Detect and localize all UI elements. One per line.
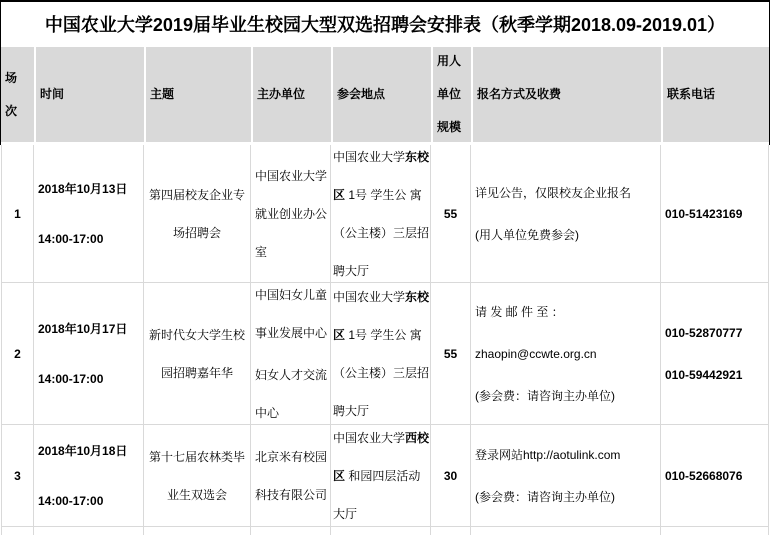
cell-time [34,145,144,283]
cell-phone [661,425,769,527]
phone-number: 010-52668076 [665,468,743,483]
column-header-time: 时间 [34,45,144,145]
topic-text: 第十七届农林类毕业生双选会 [148,449,245,502]
cell-location [331,425,431,527]
cell-scale: 55 [431,145,471,283]
cell-session: 1 [1,145,34,283]
column-header-scale: 用人单位规模 [431,45,471,145]
time-hours: 14:00-17:00 [38,493,104,508]
cell-topic [144,145,251,283]
time-date: 2018年10月17日 [38,321,128,336]
cell-method [471,283,661,425]
cell-method [471,425,661,527]
method-line: (参会费：请咨询主办单位) [475,489,615,504]
time-date: 2018年10月13日 [38,181,128,196]
cell-time [34,283,144,425]
table-row [1,425,769,527]
cell-time [34,425,144,527]
table-row [1,145,769,283]
method-line: 登录网站http://aotulink.com [475,447,621,462]
cell-organizer [251,425,331,527]
organizer-text: 中国农业大学就业创业办公室 [255,168,328,259]
column-header-session: 场次 [1,45,34,145]
location-pre: 中国农业大学 [333,430,406,445]
organizer-text: 妇女人才交流中心 [255,367,328,420]
location-text [333,283,430,425]
cell-location [331,145,431,283]
method-line: zhaopin@ccwte.org.cn [475,346,597,361]
column-header-organizer: 主办单位 [251,45,331,145]
topic-text: 第四届校友企业专场招聘会 [148,187,245,240]
time-hours: 14:00-17:00 [38,371,104,386]
location-post: 1号 学生公 寓（公主楼）三层招聘大厅 [333,187,430,278]
cell-scale: 30 [431,425,471,527]
method-line: 详见公告，仅限校友企业报名 [475,185,632,200]
method-line: (用人单位免费参会) [475,227,579,242]
location-campus: 东校区 [333,289,430,342]
location-text [333,425,430,527]
cell-scale: 55 [431,283,471,425]
column-header-topic: 主题 [144,45,251,145]
location-text [333,145,430,283]
location-campus: 东校区 [333,149,430,202]
table-head-block [0,0,770,145]
topic-text: 新时代女大学生校园招聘嘉年华 [148,327,245,380]
organizer-text: 中国妇女儿童事业发展中心 [255,287,328,340]
method-line: (参会费：请咨询主办单位) [475,388,615,403]
cell-session: 2 [1,283,34,425]
time-date: 2018年10月18日 [38,443,128,458]
method-line: 请 发 邮 件 至 ： [475,304,564,319]
cell-phone [661,283,769,425]
phone-number: 010-59442921 [665,367,743,382]
header-row [1,45,769,145]
cell-phone [661,145,769,283]
phone-number: 010-52870777 [665,325,743,340]
cell-organizer [251,145,331,283]
location-pre: 中国农业大学 [333,289,406,304]
location-pre: 中国农业大学 [333,149,406,164]
cell-organizer [251,283,331,425]
cell-topic [144,425,251,527]
phone-number: 010-51423169 [665,206,743,221]
page-title: 中国农业大学2019届毕业生校园大型双选招聘会安排表（秋季学期2018.09-2019.01） [44,14,726,35]
cell-method [471,145,661,283]
column-header-method: 报名方式及收费 [471,45,661,145]
cell-location [331,283,431,425]
column-header-phone: 联系电话 [661,45,769,145]
column-header-location: 参会地点 [331,45,431,145]
time-hours: 14:00-17:00 [38,231,104,246]
location-post: 和园四层活动大厅 [333,468,421,521]
location-campus: 西校区 [333,430,430,483]
table-row [1,283,769,425]
cell-topic [144,283,251,425]
table-row-partial [1,527,769,535]
cell-session: 3 [1,425,34,527]
location-post: 1号 学生公 寓（公主楼）三层招聘大厅 [333,327,430,418]
organizer-text: 北京米有校园科技有限公司 [255,449,328,502]
